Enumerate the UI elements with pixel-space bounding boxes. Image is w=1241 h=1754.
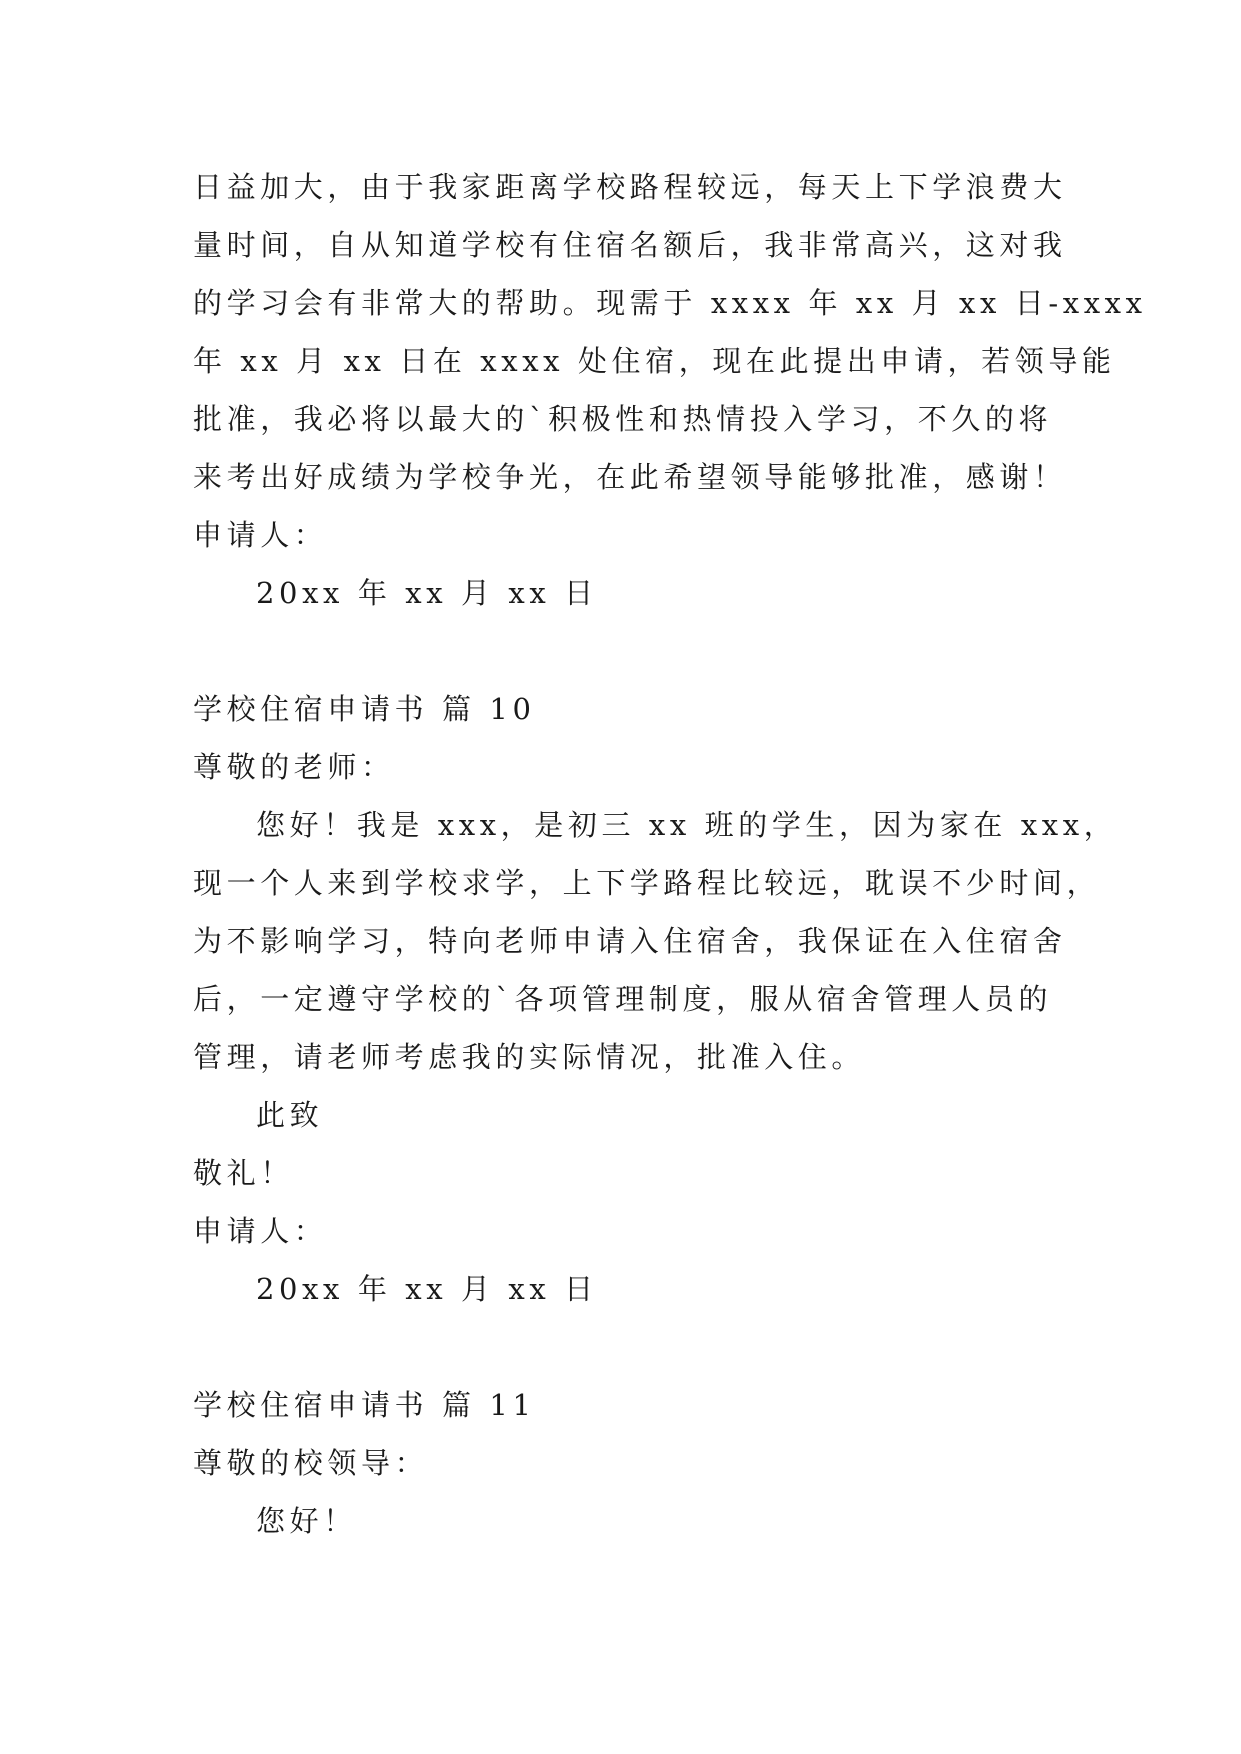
greeting-line: 您好！ — [256, 1504, 357, 1538]
paragraph-line: 为不影响学习，特向老师申请入住宿舍，我保证在入住宿舍 — [193, 924, 1067, 958]
signature-label: 申请人： — [193, 518, 328, 552]
section-heading: 学校住宿申请书 篇 11 — [193, 1388, 536, 1422]
paragraph-line: 现一个人来到学校求学，上下学路程比较远，耽误不少时间， — [193, 866, 1101, 900]
salutation: 尊敬的校领导： — [193, 1446, 429, 1480]
paragraph-line: 量时间，自从知道学校有住宿名额后，我非常高兴，这对我 — [193, 228, 1067, 262]
date-line: 20xx 年 xx 月 xx 日 — [256, 576, 598, 610]
date-line: 20xx 年 xx 月 xx 日 — [256, 1272, 598, 1306]
paragraph-line: 日益加大，由于我家距离学校路程较远，每天上下学浪费大 — [193, 170, 1067, 204]
paragraph-line: 后，一定遵守学校的`各项管理制度，服从宿舍管理人员的 — [193, 982, 1053, 1016]
salutation: 尊敬的老师： — [193, 750, 395, 784]
paragraph-line: 批准，我必将以最大的`积极性和热情投入学习，不久的将 — [193, 402, 1053, 436]
paragraph-line: 管理，请老师考虑我的实际情况，批准入住。 — [193, 1040, 866, 1074]
paragraph-line: 的学习会有非常大的帮助。现需于 xxxx 年 xx 月 xx 日-xxxx — [193, 286, 1147, 320]
closing-line: 此致 — [256, 1098, 324, 1132]
paragraph-line: 您好！我是 xxx，是初三 xx 班的学生，因为家在 xxx， — [256, 808, 1118, 842]
signature-label: 申请人： — [193, 1214, 328, 1248]
paragraph-line: 年 xx 月 xx 日在 xxxx 处住宿，现在此提出申请，若领导能 — [193, 344, 1116, 378]
closing-line: 敬礼！ — [193, 1156, 294, 1190]
paragraph-line: 来考出好成绩为学校争光，在此希望领导能够批准，感谢！ — [193, 460, 1067, 494]
section-heading: 学校住宿申请书 篇 10 — [193, 692, 536, 726]
